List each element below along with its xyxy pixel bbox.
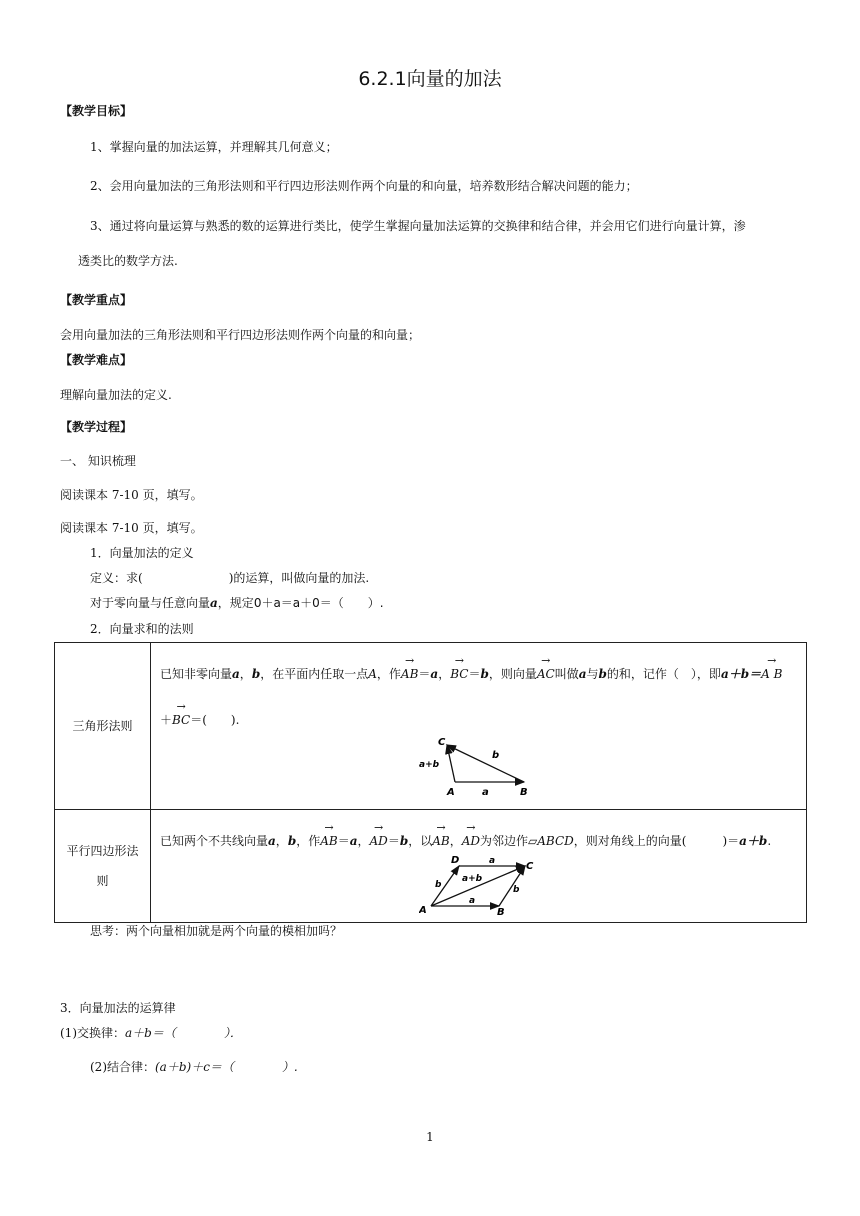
think-question: 思考：两个向量相加就是两个向量的模相加吗？ <box>90 924 343 938</box>
vector-AC: → AC <box>537 667 555 681</box>
key-text: 会用向量加法的三角形法则和平行四边形法则作两个向量的和向量； <box>60 328 421 342</box>
page-number: 1 <box>426 1130 434 1144</box>
triangle-label-b: b <box>492 750 500 761</box>
associative-law <box>90 1058 298 1075</box>
difficulty-text: 理解向量加法的定义. <box>60 388 172 402</box>
para-label-a-bottom: a <box>469 896 476 906</box>
parallelogram-rule-row <box>55 810 807 923</box>
vector-BC-sum: → BC <box>172 713 190 727</box>
vector-AB-side: → AB <box>432 834 449 848</box>
zero-vector-line <box>90 594 384 611</box>
page-title: 6.2.1向量的加法 <box>358 68 502 90</box>
key-heading: 【教学重点】 <box>60 293 133 307</box>
zero-a: a <box>210 596 218 610</box>
vector-AB: → AB <box>401 667 418 681</box>
para-label-b-left: b <box>435 880 442 890</box>
commutative-formula: a＋b＝（ ）． <box>125 1026 242 1040</box>
definition-line <box>90 569 369 586</box>
parallelogram-rule-label: 平行四边形法 则 <box>55 810 151 923</box>
triangle-side-a-plus-b <box>447 745 455 782</box>
difficulty-heading: 【教学难点】 <box>60 353 133 367</box>
zero-formula: 0＋a＝a＋0＝（ ）. <box>253 596 384 610</box>
triangle-rule-line-1: 已知非零向量a，b，在平面内任取一点A，作→ AB＝a，→ BC＝b，则向量→ AC叫做a与b的和，记作（ ），即a＋b＝→ A B <box>160 665 782 682</box>
triangle-label-a: a <box>482 787 489 798</box>
triangle-label-a-plus-b: a+b <box>419 760 440 770</box>
triangle-rule-line-2: ＋→ BC＝( ). <box>160 711 239 728</box>
goals-heading: 【教学目标】 <box>60 104 133 118</box>
item-1-heading: 1．向量加法的定义 <box>90 546 194 560</box>
goal-1: 1、掌握向量的加法运算，并理解其几何意义； <box>90 140 338 154</box>
para-vertex-B: B <box>497 907 505 916</box>
item-2-heading: 2．向量求和的法则 <box>90 622 194 636</box>
triangle-rule-content <box>151 643 807 810</box>
triangle-rule-label: 三角形法则 <box>55 643 151 810</box>
parallelogram-rule-line: 已知两个不共线向量a，b，作→ AB＝a，→ AD＝b，以→ AB，→ AD为邻边作▱ABCD，则对角线上的向量( )＝a＋b. <box>160 832 771 849</box>
triangle-rule-figure <box>419 733 549 803</box>
triangle-vertex-C: C <box>438 737 446 748</box>
vector-AD-para: → AD <box>370 834 388 848</box>
vector-sum-rules-table <box>54 642 807 923</box>
goal-2: 2、会用向量加法的三角形法则和平行四边形法则作两个向量的和向量，培养数形结合解决问题的能力； <box>90 179 638 193</box>
para-label-b-right: b <box>513 885 520 895</box>
triangle-side-b <box>447 745 524 782</box>
definition-suffix: )的运算，叫做向量的加法. <box>228 571 370 585</box>
triangle-vertex-A: A <box>447 787 455 798</box>
part-1-heading: 一、 知识梳理 <box>60 454 136 468</box>
triangle-rule-row <box>55 643 807 810</box>
para-label-a-top: a <box>489 856 496 866</box>
parallelogram-rule-figure <box>419 854 539 916</box>
para-label-a-plus-b: a+b <box>462 874 483 884</box>
para-vertex-D: D <box>451 855 460 866</box>
reading-instruction-1: 阅读课本 7-10 页，填写。 <box>60 488 203 502</box>
zero-mid: ，规定 <box>217 596 254 610</box>
reading-instruction-2: 阅读课本 7-10 页，填写。 <box>60 521 203 535</box>
process-heading: 【教学过程】 <box>60 420 133 434</box>
associative-prefix: (2)结合律： <box>90 1060 155 1074</box>
item-3-heading: 3．向量加法的运算律 <box>60 1001 176 1015</box>
commutative-law <box>60 1024 242 1041</box>
parallelogram-rule-content <box>151 810 807 923</box>
zero-prefix: 对于零向量与任意向量 <box>90 596 211 610</box>
goal-3-line-2: 透类比的数学方法. <box>78 254 178 268</box>
vector-AB-sum: → A B <box>761 667 782 681</box>
vector-AD-side: → AD <box>462 834 480 848</box>
para-vertex-A: A <box>419 905 427 916</box>
definition-prefix: 定义：求( <box>90 571 143 585</box>
goal-3-line-1: 3、通过将向量运算与熟悉的数的运算进行类比，使学生掌握向量加法运算的交换律和结合律，并会用它们进行向量计算，渗 <box>90 219 746 233</box>
para-vertex-C: C <box>526 861 534 872</box>
vector-BC: → BC <box>450 667 468 681</box>
commutative-prefix: (1)交换律： <box>60 1026 125 1040</box>
associative-formula: (a＋b)＋c＝（ ）. <box>155 1060 298 1074</box>
vector-AB-para: → AB <box>320 834 337 848</box>
triangle-vertex-B: B <box>520 787 528 798</box>
